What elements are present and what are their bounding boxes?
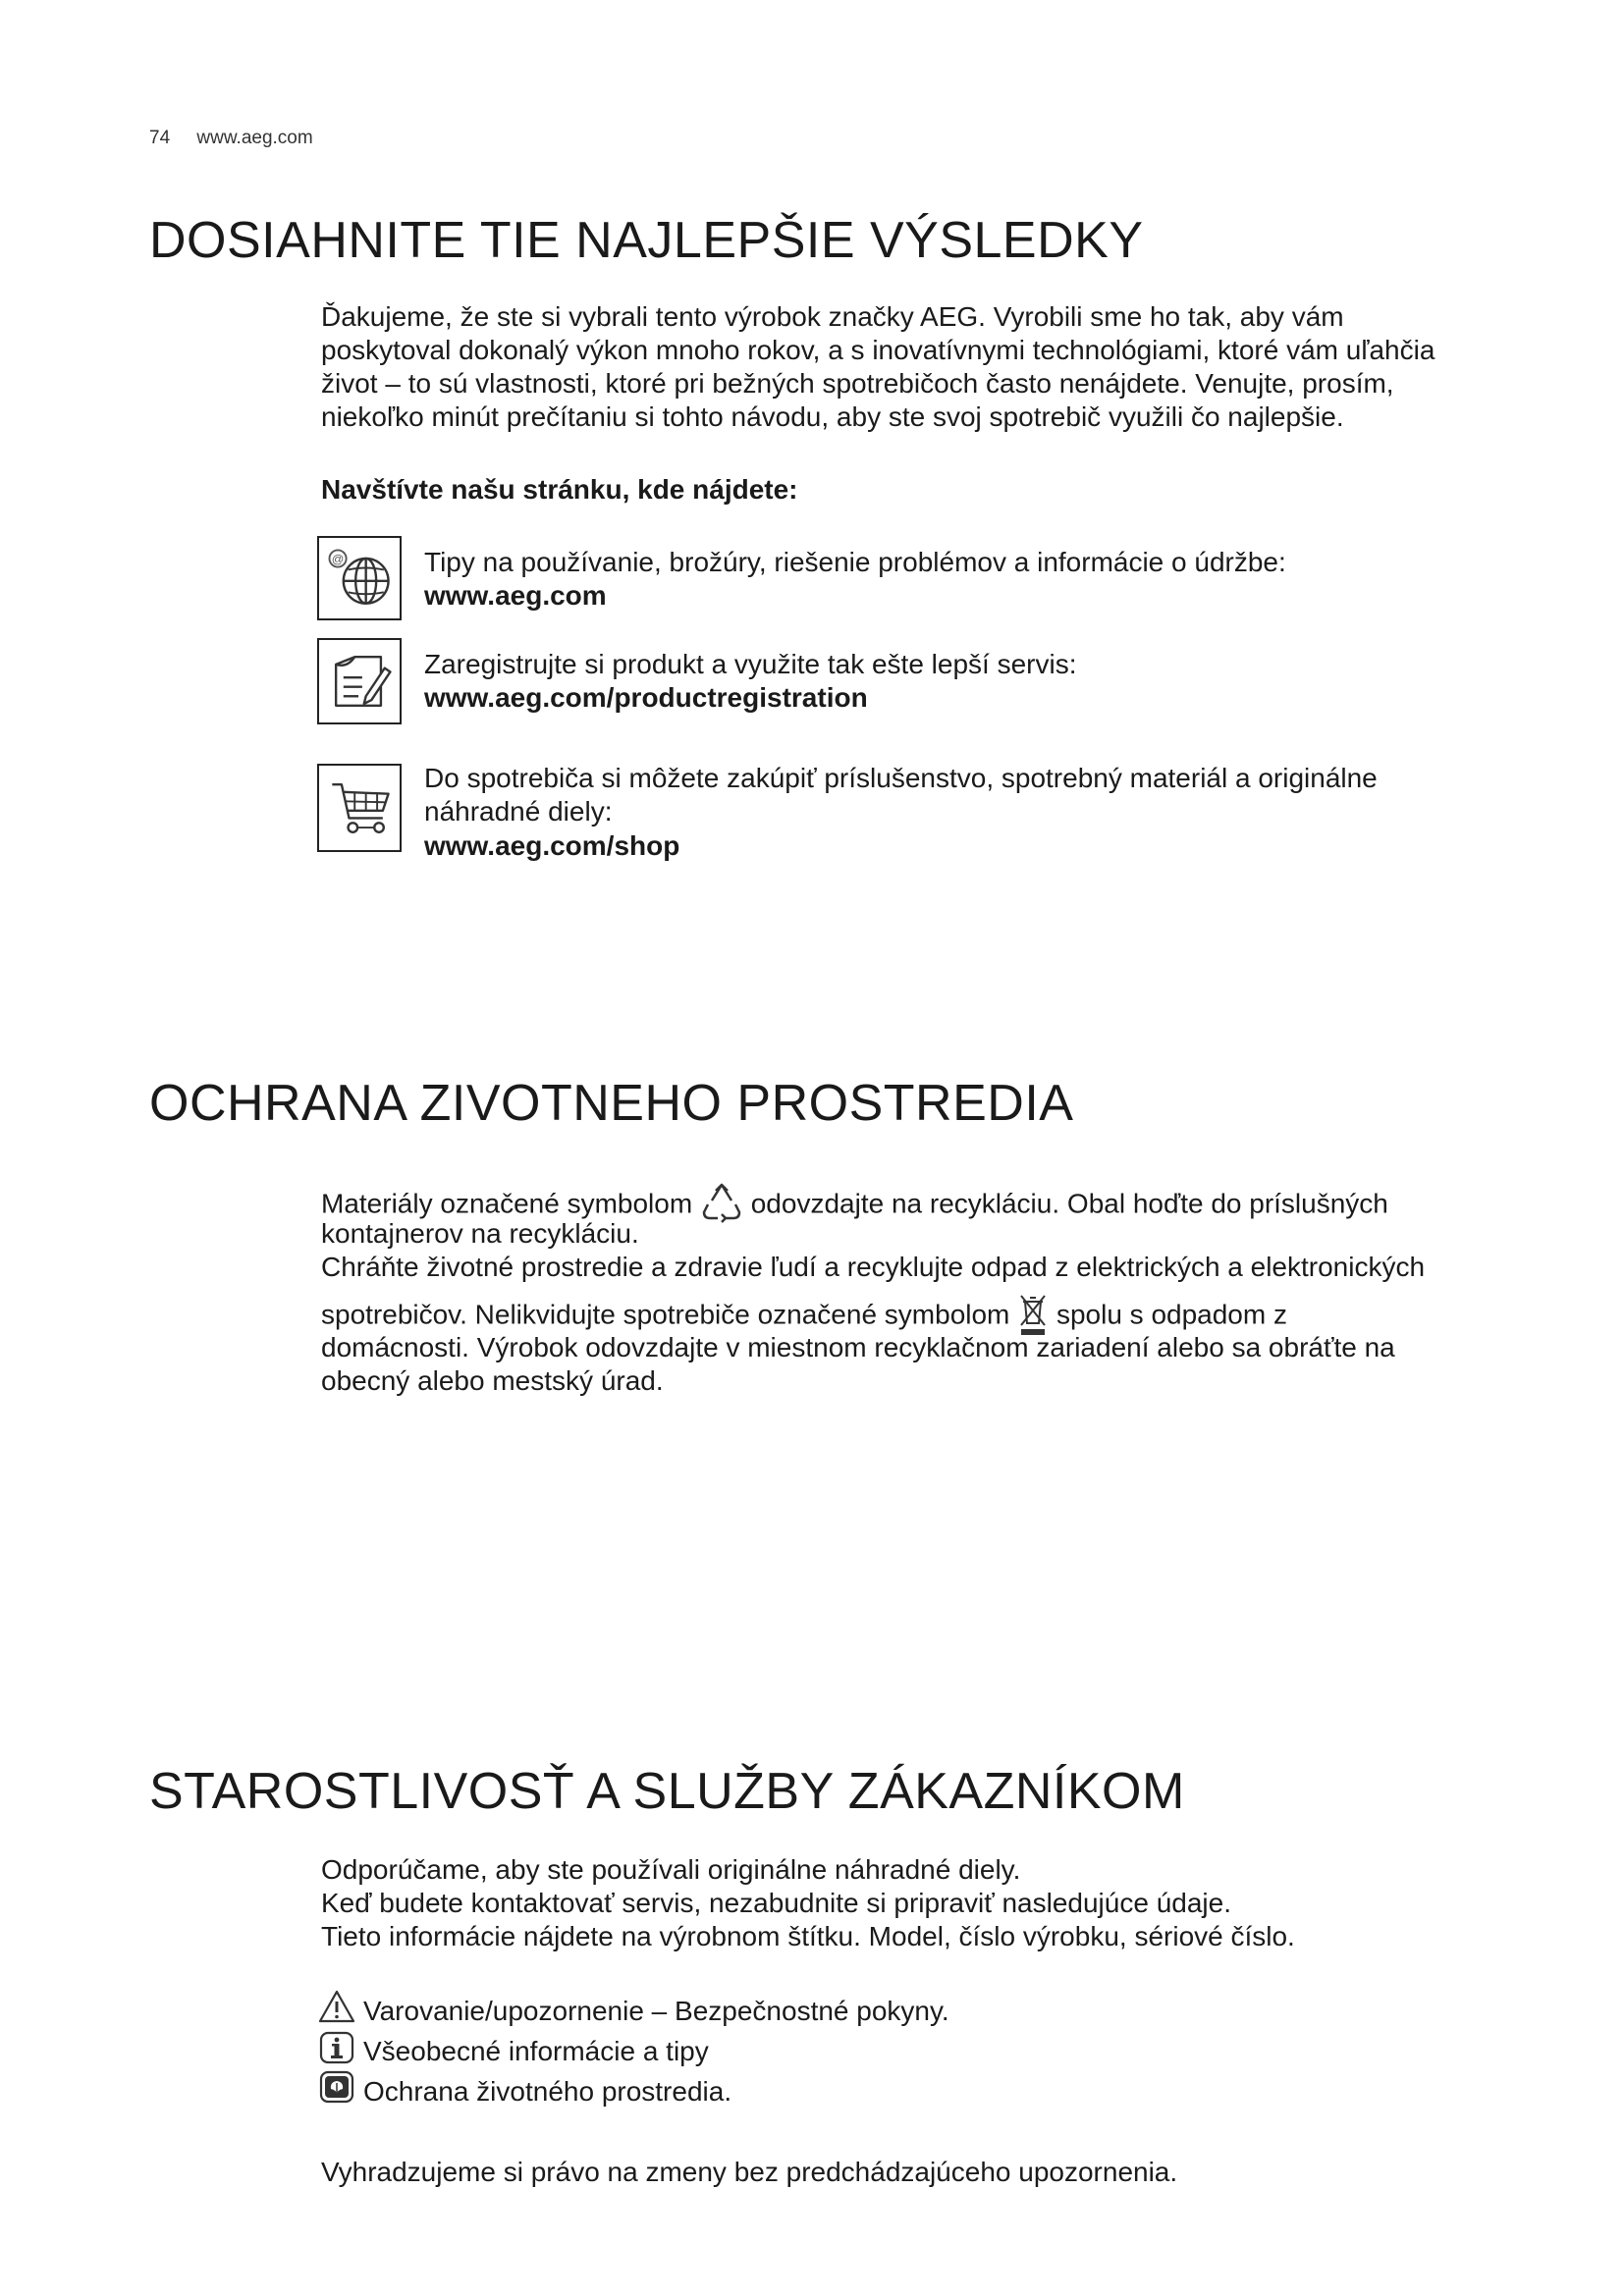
env-line-1b: odovzdajte na recykláciu. Obal hoďte do príslušných: [750, 1188, 1388, 1219]
link-2-url[interactable]: www.aeg.com/productregistration: [424, 682, 868, 713]
registration-icon: [317, 638, 402, 724]
link-2-text: Zaregistrujte si produkt a využite tak ešte lepší servis:: [424, 649, 1077, 679]
page-number: 74: [149, 128, 171, 148]
legend-info-text: Všeobecné informácie a tipy: [363, 2036, 709, 2066]
warning-icon: [317, 1989, 356, 2024]
disclaimer: Vyhradzujeme si právo na zmeny bez predchádzajúceho upozornenia.: [321, 2157, 1178, 2187]
legend-warning-text: Varovanie/upozornenie – Bezpečnostné pokyny.: [363, 1996, 949, 2026]
shopping-cart-icon: [317, 764, 402, 852]
section-title-customer-care: STAROSTLIVOSŤ A SLUŽBY ZÁKAZNÍKOM: [149, 1763, 1185, 1820]
intro-line-2: poskytoval dokonalý výkon mnoho rokov, a s inovatívnymi technológiami, ktoré vám uľahčia: [321, 335, 1435, 365]
intro-line-4: niekoľko minút prečítaniu si tohto návodu, aby ste svoj spotrebič využili čo najlepšie.: [321, 401, 1344, 432]
env-line-4b: spolu s odpadom z: [1056, 1299, 1287, 1330]
link-3-url[interactable]: www.aeg.com/shop: [424, 830, 680, 861]
section-title-best-results: DOSIAHNITE TIE NAJLEPŠIE VÝSLEDKY: [149, 212, 1144, 269]
web-globe-icon: [317, 536, 402, 620]
care-line-1: Odporúčame, aby ste používali originálne náhradné diely.: [321, 1854, 1021, 1885]
visit-heading: Navštívte našu stránku, kde nájdete:: [321, 474, 798, 505]
header-url[interactable]: www.aeg.com: [196, 128, 313, 148]
care-line-2: Keď budete kontaktovať servis, nezabudnite si pripraviť nasledujúce údaje.: [321, 1888, 1231, 1918]
link-1-text: Tipy na používanie, brožúry, riešenie problémov a informácie o údržbe:: [424, 547, 1286, 577]
env-line-3: Chráňte životné prostredie a zdravie ľudí a recyklujte odpad z elektrických a elektronických: [321, 1252, 1426, 1282]
environment-icon: [317, 2069, 356, 2105]
section-title-environment: OCHRANA ZIVOTNEHO PROSTREDIA: [149, 1075, 1074, 1132]
env-line-4a: spotrebičov. Nelikvidujte spotrebiče označené symbolom: [321, 1299, 1010, 1330]
link-1-url[interactable]: www.aeg.com: [424, 580, 607, 611]
env-line-5: domácnosti. Výrobok odovzdajte v miestnom recyklačnom zariadení alebo sa obráťte na: [321, 1332, 1395, 1362]
info-icon: [317, 2030, 356, 2065]
page-header: [149, 128, 313, 149]
intro-line-1: Ďakujeme, že ste si vybrali tento výrobok značky AEG. Vyrobili sme ho tak, aby vám: [321, 301, 1344, 332]
legend-environment-text: Ochrana životného prostredia.: [363, 2076, 732, 2107]
svg-text:@: @: [331, 552, 345, 566]
env-line-2: kontajnerov na recykláciu.: [321, 1218, 639, 1249]
env-line-1a: Materiály označené symbolom: [321, 1188, 693, 1219]
env-line-6: obecný alebo mestský úrad.: [321, 1365, 664, 1396]
intro-line-3: život – to sú vlastnosti, ktoré pri bežných spotrebičoch často nenájdete. Venujte, prosím,: [321, 368, 1394, 399]
link-3-text-line-1: Do spotrebiča si môžete zakúpiť príslušenstvo, spotrebný materiál a originálne: [424, 763, 1378, 793]
link-3-text-line-2: náhradné diely:: [424, 796, 613, 827]
care-line-3: Tieto informácie nájdete na výrobnom štítku. Model, číslo výrobku, sériové číslo.: [321, 1921, 1295, 1951]
